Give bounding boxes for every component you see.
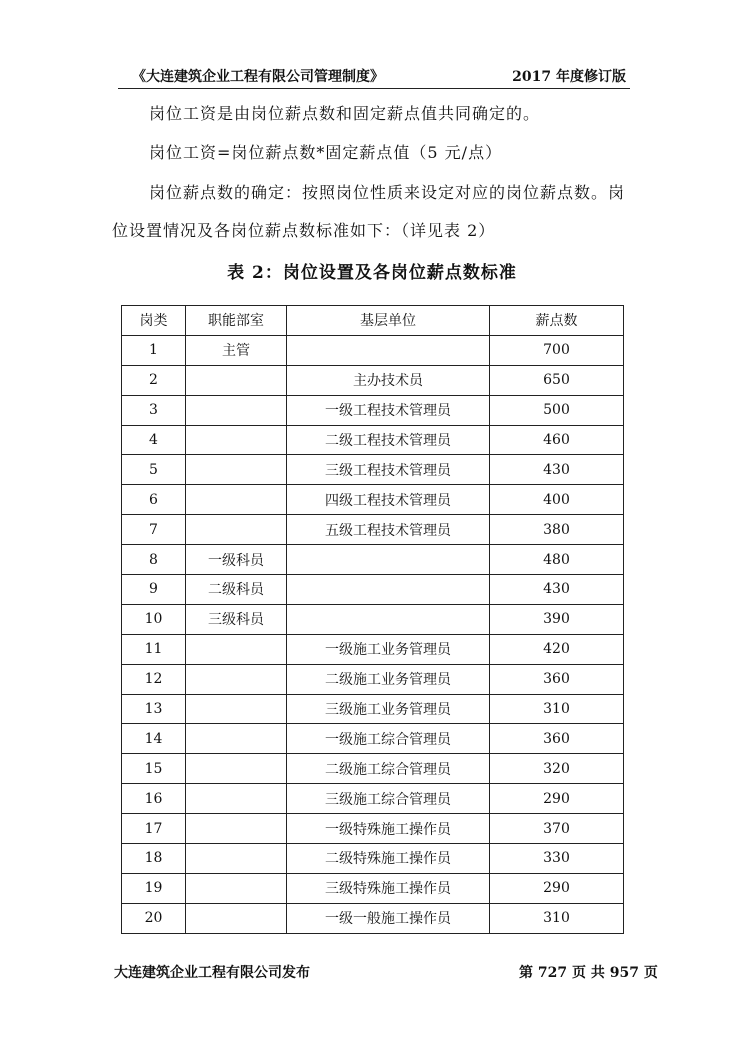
cell-unit: 三级施工综合管理员 <box>287 784 490 814</box>
cell-unit: 一级特殊施工操作员 <box>287 814 490 844</box>
header-points: 薪点数 <box>490 306 624 336</box>
cell-category: 6 <box>122 485 186 515</box>
cell-category: 5 <box>122 455 186 485</box>
cell-points: 650 <box>490 365 624 395</box>
table-row <box>122 694 624 724</box>
cell-category: 15 <box>122 754 186 784</box>
cell-unit: 三级工程技术管理员 <box>287 455 490 485</box>
cell-department <box>186 365 287 395</box>
cell-department <box>186 664 287 694</box>
cell-category: 4 <box>122 425 186 455</box>
cell-unit: 二级施工综合管理员 <box>287 754 490 784</box>
table-row <box>122 873 624 903</box>
cell-department: 主管 <box>186 335 287 365</box>
cell-points: 460 <box>490 425 624 455</box>
table-row <box>122 545 624 575</box>
cell-points: 500 <box>490 395 624 425</box>
cell-department <box>186 754 287 784</box>
cell-category: 14 <box>122 724 186 754</box>
table-row <box>122 634 624 664</box>
cell-unit: 三级施工业务管理员 <box>287 694 490 724</box>
table-row <box>122 754 624 784</box>
table-row <box>122 455 624 485</box>
table-row <box>122 814 624 844</box>
cell-points: 360 <box>490 664 624 694</box>
cell-department <box>186 515 287 545</box>
cell-unit: 五级工程技术管理员 <box>287 515 490 545</box>
table-row <box>122 724 624 754</box>
cell-category: 17 <box>122 814 186 844</box>
cell-points: 480 <box>490 545 624 575</box>
cell-department <box>186 634 287 664</box>
cell-unit <box>287 545 490 575</box>
cell-unit <box>287 575 490 605</box>
table-caption: 表 2：岗位设置及各岗位薪点数标准 <box>227 263 517 283</box>
cell-category: 2 <box>122 365 186 395</box>
table-header-row <box>122 306 624 336</box>
cell-points: 320 <box>490 754 624 784</box>
cell-department <box>186 844 287 874</box>
table-row <box>122 575 624 605</box>
cell-points: 380 <box>490 515 624 545</box>
cell-points: 420 <box>490 634 624 664</box>
cell-category: 9 <box>122 575 186 605</box>
cell-category: 19 <box>122 873 186 903</box>
cell-unit: 一级施工综合管理员 <box>287 724 490 754</box>
cell-points: 390 <box>490 604 624 634</box>
header-department: 职能部室 <box>186 306 287 336</box>
cell-category: 10 <box>122 604 186 634</box>
cell-unit: 一级施工业务管理员 <box>287 634 490 664</box>
table-row <box>122 784 624 814</box>
cell-unit: 主办技术员 <box>287 365 490 395</box>
header-unit: 基层单位 <box>287 306 490 336</box>
table-row <box>122 515 624 545</box>
cell-points: 290 <box>490 873 624 903</box>
cell-department <box>186 395 287 425</box>
cell-unit <box>287 335 490 365</box>
cell-unit: 一级一般施工操作员 <box>287 903 490 933</box>
cell-points: 430 <box>490 455 624 485</box>
cell-points: 310 <box>490 694 624 724</box>
cell-category: 12 <box>122 664 186 694</box>
cell-category: 11 <box>122 634 186 664</box>
cell-department <box>186 425 287 455</box>
cell-points: 400 <box>490 485 624 515</box>
cell-unit: 四级工程技术管理员 <box>287 485 490 515</box>
cell-unit: 二级施工业务管理员 <box>287 664 490 694</box>
table-row <box>122 485 624 515</box>
cell-category: 13 <box>122 694 186 724</box>
header-edition: 2017 年度修订版 <box>512 69 626 85</box>
cell-category: 18 <box>122 844 186 874</box>
table-row <box>122 425 624 455</box>
cell-category: 3 <box>122 395 186 425</box>
header-category: 岗类 <box>122 306 186 336</box>
cell-department <box>186 873 287 903</box>
cell-points: 700 <box>490 335 624 365</box>
cell-department <box>186 784 287 814</box>
footer-publisher: 大连建筑企业工程有限公司发布 <box>114 965 310 981</box>
paragraph-1: 岗位工资是由岗位薪点数和固定薪点值共同确定的。 <box>149 104 541 123</box>
cell-department: 二级科员 <box>186 575 287 605</box>
cell-unit: 一级工程技术管理员 <box>287 395 490 425</box>
table-row <box>122 365 624 395</box>
paragraph-3: 岗位薪点数的确定：按照岗位性质来设定对应的岗位薪点数。岗 <box>149 183 626 202</box>
cell-points: 360 <box>490 724 624 754</box>
paragraph-2: 岗位工资=岗位薪点数*固定薪点值（5 元/点） <box>149 143 503 162</box>
cell-department <box>186 455 287 485</box>
cell-department <box>186 903 287 933</box>
cell-points: 310 <box>490 903 624 933</box>
cell-category: 20 <box>122 903 186 933</box>
cell-points: 330 <box>490 844 624 874</box>
cell-points: 290 <box>490 784 624 814</box>
salary-points-table <box>121 305 624 934</box>
cell-category: 1 <box>122 335 186 365</box>
table-row <box>122 335 624 365</box>
cell-department <box>186 724 287 754</box>
cell-unit: 三级特殊施工操作员 <box>287 873 490 903</box>
cell-points: 370 <box>490 814 624 844</box>
cell-department <box>186 814 287 844</box>
cell-unit: 二级工程技术管理员 <box>287 425 490 455</box>
cell-department: 三级科员 <box>186 604 287 634</box>
table-row <box>122 395 624 425</box>
cell-department <box>186 694 287 724</box>
cell-category: 7 <box>122 515 186 545</box>
table-row <box>122 844 624 874</box>
cell-category: 16 <box>122 784 186 814</box>
cell-points: 430 <box>490 575 624 605</box>
cell-department: 一级科员 <box>186 545 287 575</box>
header-title: 《大连建筑企业工程有限公司管理制度》 <box>132 69 384 85</box>
footer-page-number: 第 727 页 共 957 页 <box>519 965 658 981</box>
cell-category: 8 <box>122 545 186 575</box>
cell-department <box>186 485 287 515</box>
cell-unit <box>287 604 490 634</box>
table-row <box>122 903 624 933</box>
paragraph-4: 位设置情况及各岗位薪点数标准如下：（详见表 2） <box>112 221 496 240</box>
cell-unit: 二级特殊施工操作员 <box>287 844 490 874</box>
table-row <box>122 604 624 634</box>
table-row <box>122 664 624 694</box>
page-header <box>118 66 630 89</box>
